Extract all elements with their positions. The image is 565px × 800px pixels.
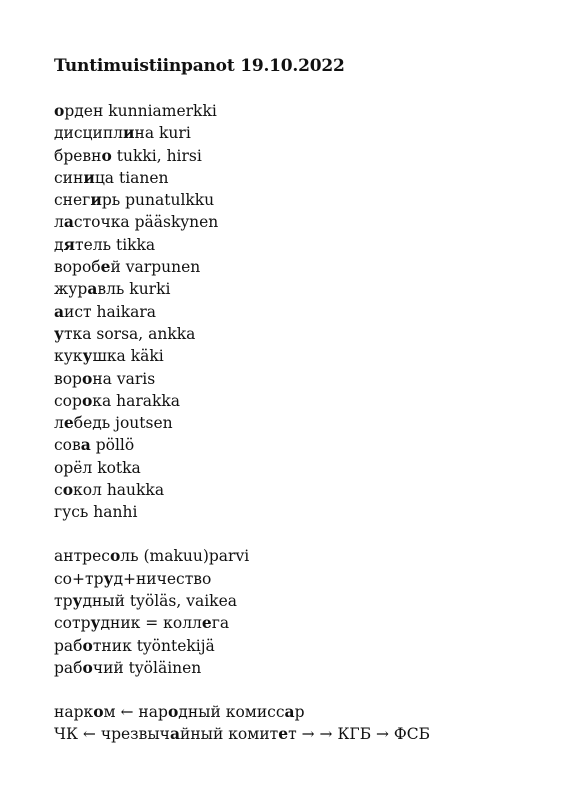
vocab-line — [54, 434, 430, 456]
stressed-vowel: и — [123, 123, 135, 143]
line-text: чий työläinen — [92, 658, 202, 677]
stressed-vowel: а — [87, 279, 98, 299]
line-text: на kuri — [134, 124, 191, 143]
line-text: бревн — [54, 146, 102, 165]
vocab-line — [54, 189, 430, 211]
line-text: р — [294, 702, 305, 721]
stressed-vowel: у — [72, 590, 83, 610]
stressed-vowel: а — [169, 724, 180, 744]
vocab-line — [54, 167, 430, 189]
vocab-line — [54, 323, 430, 345]
line-text: с — [54, 481, 63, 500]
line-text: рден kunniamerkki — [64, 102, 217, 120]
line-text: д — [54, 235, 64, 254]
line-text: тель tikka — [75, 235, 156, 254]
page-title: Tuntimuistiinpanot 19.10.2022 — [54, 56, 345, 76]
stressed-vowel: о — [167, 701, 179, 721]
stressed-vowel: и — [90, 190, 102, 210]
stressed-vowel: о — [82, 657, 93, 677]
vocab-line — [54, 568, 430, 590]
vocab-line — [54, 590, 430, 612]
vocab-line — [54, 145, 430, 167]
section-gap — [54, 679, 430, 701]
line-text: вль kurki — [97, 280, 171, 299]
line-text: ист haikara — [64, 302, 157, 321]
stressed-vowel: у — [54, 323, 64, 343]
stressed-vowel: о — [62, 480, 74, 500]
line-text: тр — [54, 591, 73, 610]
line-text: дный työläs, vaikea — [82, 591, 237, 610]
vocab-line — [54, 657, 430, 679]
line-text: кол haukka — [73, 481, 165, 500]
stressed-vowel: а — [80, 435, 91, 455]
line-text: й varpunen — [110, 258, 201, 277]
vocab-line — [54, 723, 430, 745]
vocab-line — [54, 412, 430, 434]
line-text: pöllö — [90, 436, 135, 455]
line-text: гусь hanhi — [54, 503, 138, 522]
section-gap — [54, 524, 430, 546]
stressed-vowel: я — [63, 234, 75, 254]
line-text: жур — [54, 280, 88, 299]
stressed-vowel: а — [284, 701, 295, 721]
vocab-line — [54, 100, 430, 122]
stressed-vowel: е — [63, 413, 74, 433]
line-text: антрес — [54, 547, 110, 566]
line-text: ль (makuu)parvi — [120, 547, 250, 566]
stressed-vowel: е — [100, 257, 111, 277]
line-text: дник = колл — [100, 614, 202, 633]
line-text: tukki, hirsi — [111, 146, 202, 165]
line-text: дный комисс — [178, 702, 285, 721]
vocab-line — [54, 545, 430, 567]
vocab-line — [54, 122, 430, 144]
stressed-vowel: у — [103, 568, 114, 588]
line-text: сор — [54, 391, 82, 410]
line-text: ца tianen — [94, 168, 169, 187]
stressed-vowel: и — [83, 167, 95, 187]
stressed-vowel: а — [63, 212, 74, 232]
line-text: ЧК ← чрезвыч — [54, 725, 170, 744]
stressed-vowel: е — [201, 613, 212, 633]
vocab-line — [54, 612, 430, 634]
vocab-line — [54, 457, 430, 479]
stressed-vowel: а — [54, 301, 65, 321]
stressed-vowel: у — [90, 613, 101, 633]
line-text: д+ничество — [113, 569, 212, 588]
stressed-vowel: о — [101, 145, 112, 165]
vocab-line — [54, 234, 430, 256]
vocab-line — [54, 701, 430, 723]
line-text: сов — [54, 436, 81, 455]
stressed-vowel: е — [278, 724, 289, 744]
line-text: кук — [54, 347, 83, 366]
line-text: раб — [54, 658, 83, 677]
vocab-line — [54, 390, 430, 412]
line-text: нарк — [54, 702, 94, 721]
line-text: бедь joutsen — [73, 414, 173, 433]
line-text: вор — [54, 369, 82, 388]
stressed-vowel: о — [82, 635, 93, 655]
vocab-line — [54, 501, 430, 523]
stressed-vowel: о — [109, 546, 121, 566]
line-text: га — [211, 614, 230, 633]
stressed-vowel: у — [82, 346, 93, 366]
line-text: ка harakka — [92, 391, 181, 410]
line-text: вороб — [54, 258, 101, 277]
line-text: дисципл — [54, 124, 124, 143]
line-text: со+тр — [54, 569, 104, 588]
vocab-line — [54, 368, 430, 390]
line-text: рь punatulkku — [101, 191, 215, 210]
line-text: т → → КГБ → ФСБ — [288, 725, 431, 744]
line-text: м ← нар — [103, 702, 168, 721]
line-text: сточка pääskynen — [73, 213, 219, 232]
line-text: сотр — [54, 614, 91, 633]
line-text: тка sorsa, ankka — [63, 324, 196, 343]
vocab-line — [54, 301, 430, 323]
vocab-line — [54, 479, 430, 501]
line-text: л — [54, 213, 64, 232]
vocab-line — [54, 278, 430, 300]
line-text: син — [54, 168, 84, 187]
stressed-vowel: о — [81, 368, 93, 388]
line-text: шка käki — [92, 347, 164, 366]
vocab-line — [54, 635, 430, 657]
vocab-line — [54, 211, 430, 233]
line-text: на varis — [92, 369, 156, 388]
stressed-vowel: о — [81, 390, 93, 410]
line-text: раб — [54, 636, 83, 655]
line-text: орёл kotka — [54, 458, 141, 477]
vocabulary-list — [54, 100, 430, 745]
line-text: снег — [54, 191, 91, 210]
line-text: йный комит — [179, 725, 279, 744]
line-text: тник työntekijä — [92, 636, 215, 655]
vocab-line — [54, 256, 430, 278]
vocab-line — [54, 345, 430, 367]
stressed-vowel: о — [93, 701, 104, 721]
stressed-vowel: о — [54, 101, 65, 120]
line-text: л — [54, 414, 64, 433]
